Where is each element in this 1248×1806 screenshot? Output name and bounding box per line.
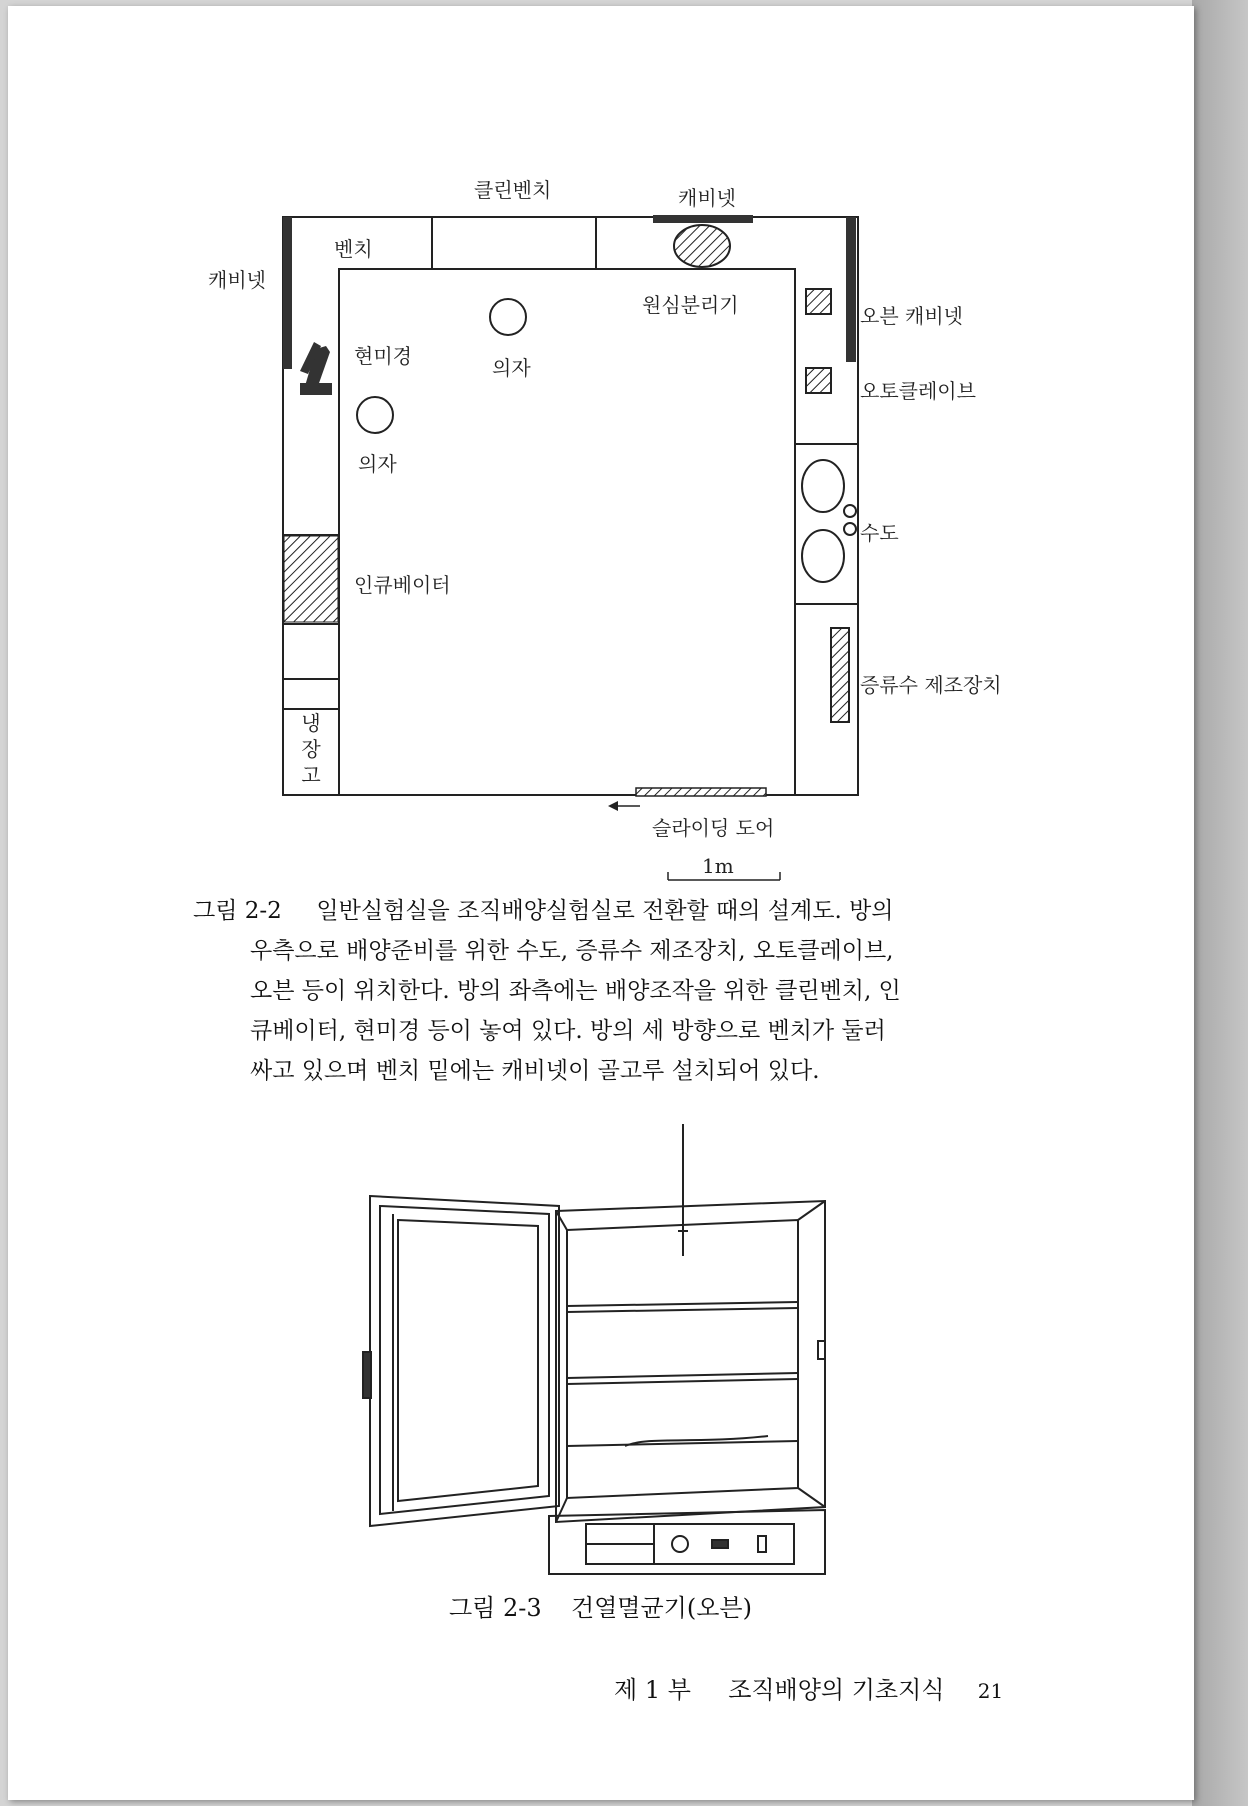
label-scale: 1m (702, 854, 734, 878)
label-autoclave: 오토클레이브 (860, 379, 976, 403)
control-switch (712, 1540, 728, 1548)
caption-text-2-3: 건열멸균기(오븐) (570, 1594, 752, 1622)
label-clean-bench: 클린벤치 (474, 178, 552, 202)
label-distilled-water-unit: 증류수 제조장치 (860, 673, 1002, 697)
label-oven-cabinet: 오븐 캐비넷 (860, 304, 963, 328)
label-centrifuge: 원심분리기 (642, 293, 739, 317)
caption-line-1: 일반실험실을 조직배양실험실로 전환할 때의 설계도. 방의 (316, 898, 894, 924)
label-sliding-door: 슬라이딩 도어 (652, 816, 775, 840)
label-microscope: 현미경 (354, 344, 412, 368)
oven-shelf-2 (567, 1373, 798, 1378)
caption-line-4: 큐베이터, 현미경 등이 놓여 있다. 방의 세 방향으로 벤치가 둘러 (250, 1018, 886, 1044)
label-cabinet-top: 캐비넷 (678, 186, 736, 210)
label-chair-1: 의자 (492, 356, 531, 380)
page-footer (614, 1670, 1003, 1705)
control-dial (672, 1536, 688, 1552)
page-edge-shadow (1192, 0, 1248, 1806)
label-refrigerator: 냉 장 고 (301, 711, 321, 787)
oven-body (556, 1201, 825, 1522)
label-water: 수도 (860, 521, 899, 545)
label-incubator: 인큐베이터 (354, 573, 451, 597)
caption-number-2-2: 그림 2-2 (193, 898, 282, 924)
oven-shelf-1 (567, 1302, 798, 1306)
page-number: 21 (977, 1679, 1004, 1703)
caption-line-2: 우측으로 배양준비를 위한 수도, 증류수 제조장치, 오토클레이브, (250, 938, 894, 964)
caption-line-3: 오븐 등이 위치한다. 방의 좌측에는 배양조작을 위한 클린벤치, 인 (250, 978, 901, 1004)
book-page (8, 6, 1194, 1800)
oven-door-handle (363, 1352, 371, 1398)
caption-line-5: 싸고 있으며 벤치 밑에는 캐비넷이 골고루 설치되어 있다. (250, 1058, 820, 1084)
footer-section: 조직배양의 기초지식 (728, 1676, 945, 1704)
oven-floor-tray (567, 1441, 798, 1446)
label-cabinet-left: 캐비넷 (208, 268, 266, 292)
figure-2-3-caption (449, 1588, 752, 1628)
label-chair-2: 의자 (358, 452, 397, 476)
label-bench: 벤치 (334, 237, 373, 261)
caption-number-2-3: 그림 2-3 (449, 1594, 542, 1622)
footer-part: 제 1 부 (614, 1676, 691, 1704)
oven-illustration (8, 6, 1194, 1800)
control-indicator (758, 1536, 766, 1552)
